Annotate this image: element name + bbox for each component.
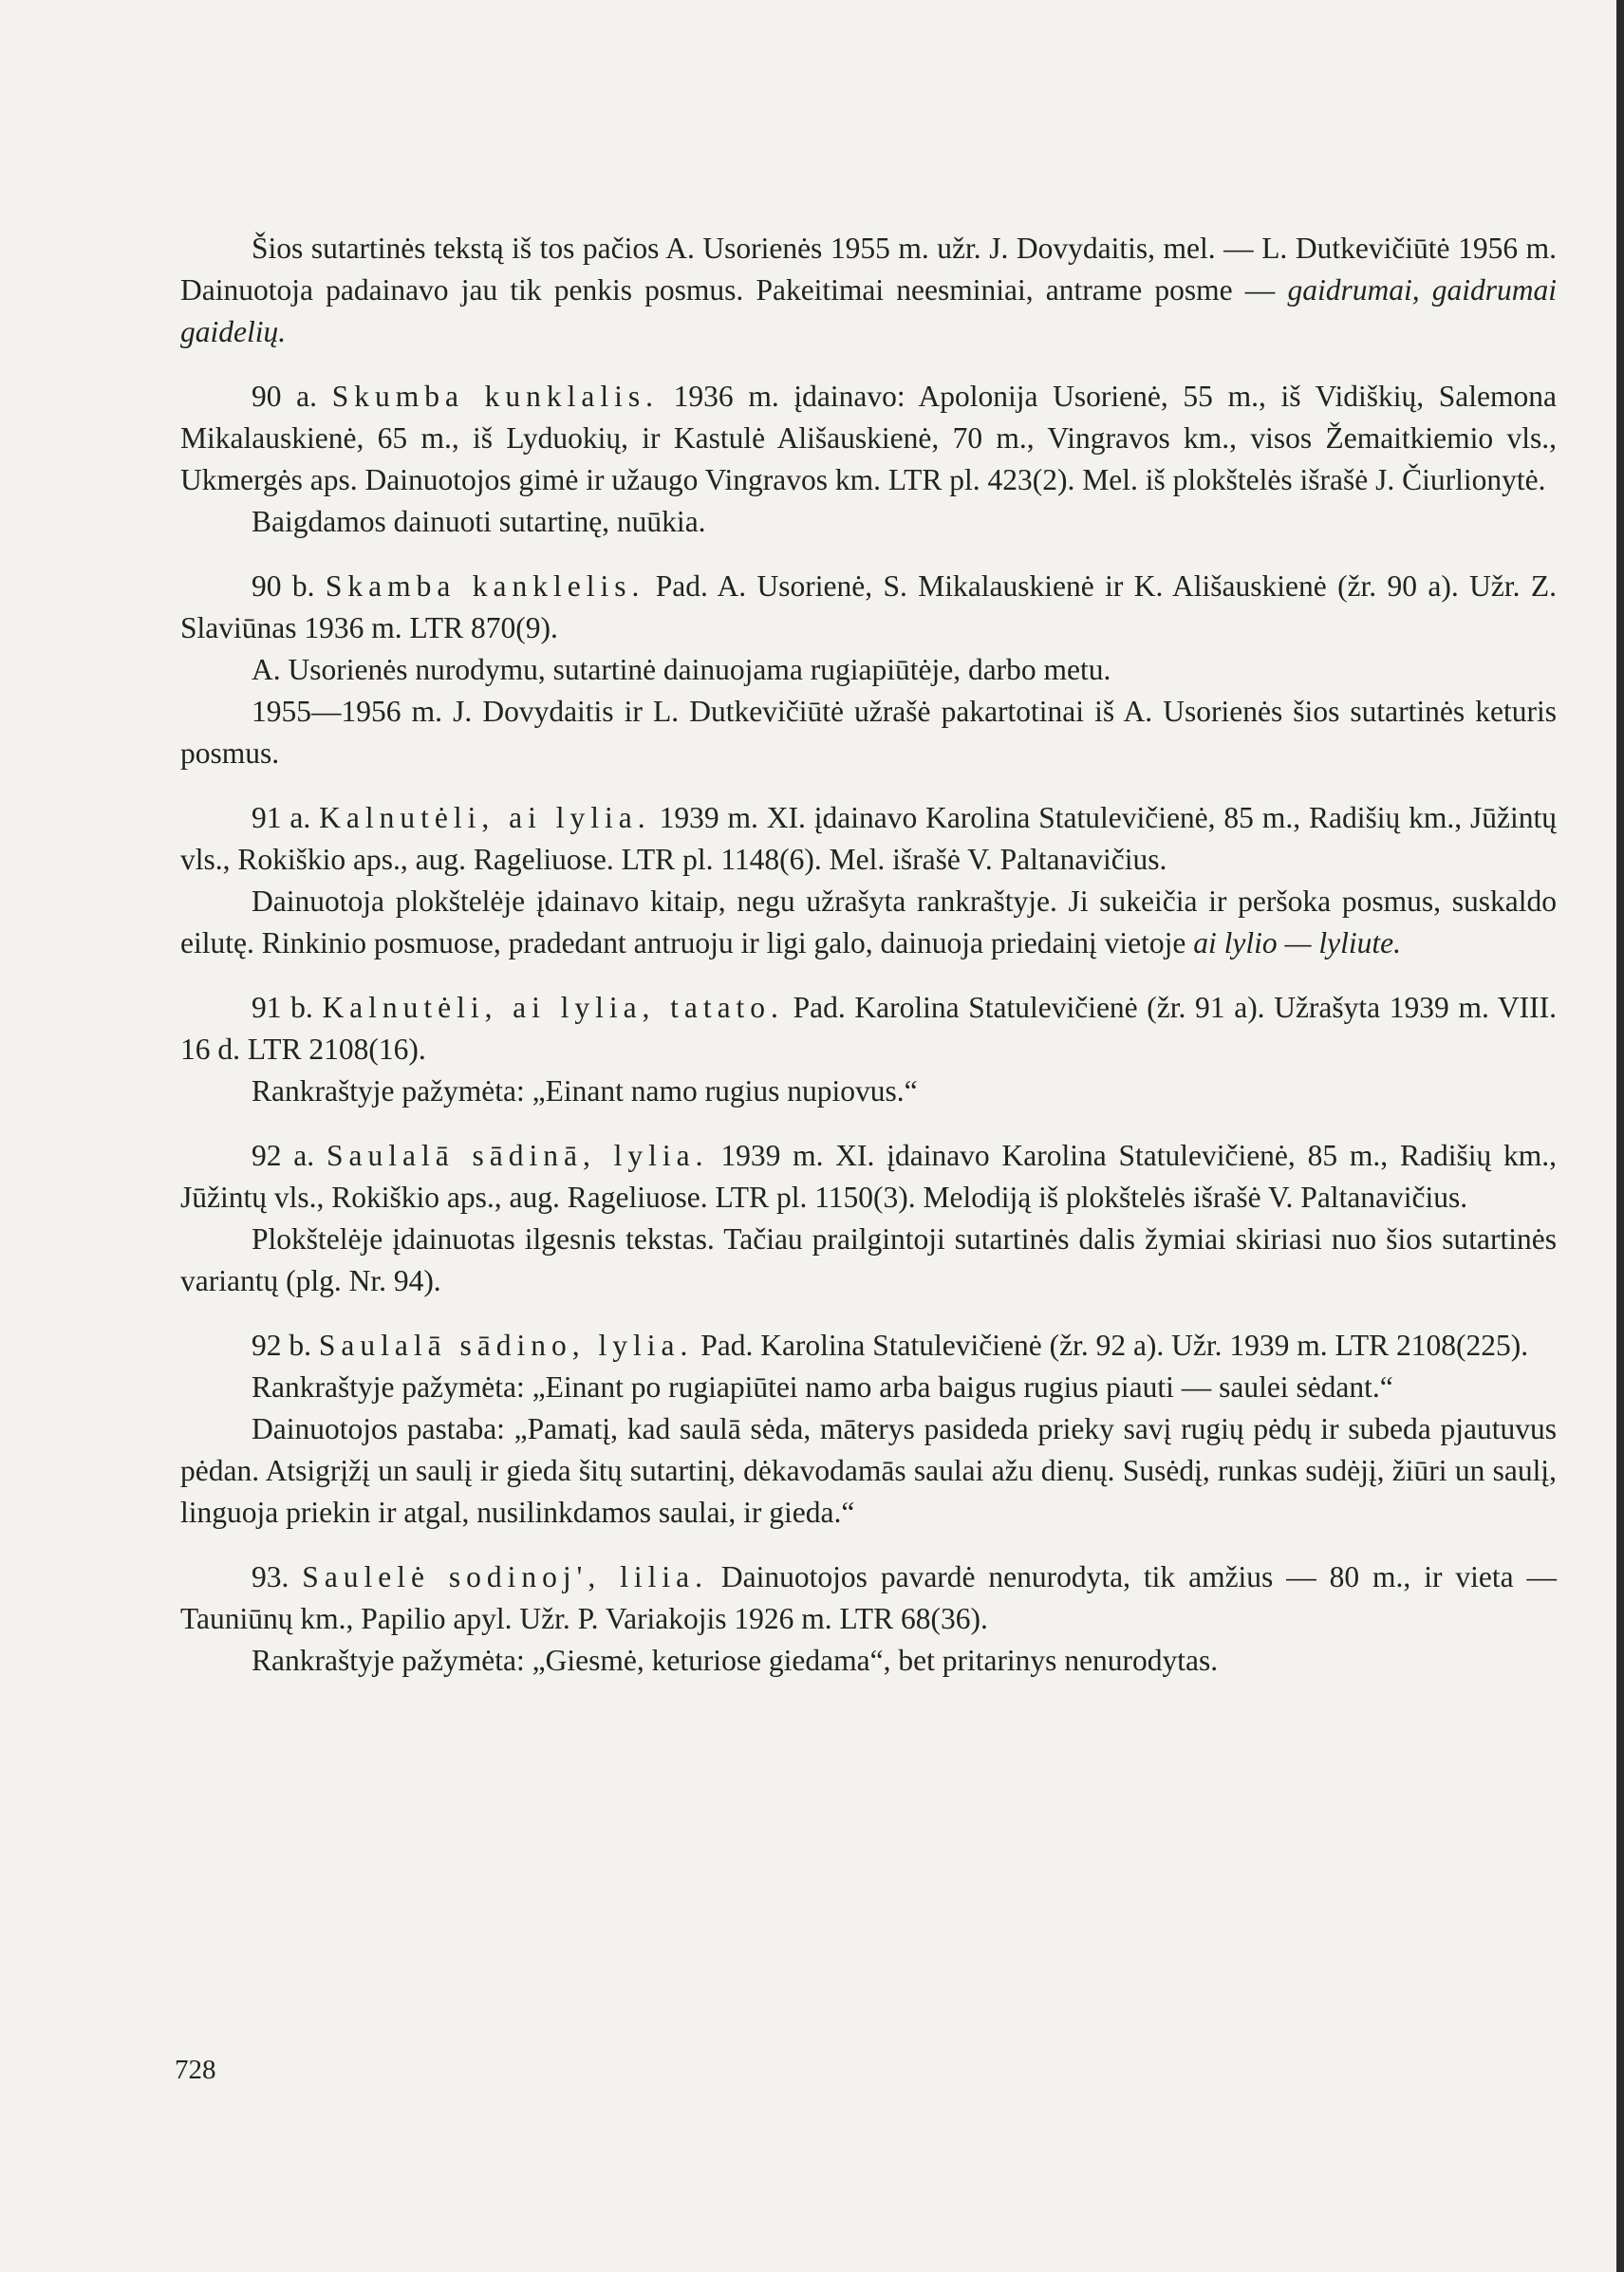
entry-92b [180,1325,1557,1534]
document-page [180,228,1557,1704]
entry-91b [180,987,1557,1112]
paragraph: Rankraštyje pažymėta: „Einant namo rugius nupiovus.“ [252,1074,918,1108]
entry-label: 92 b. [252,1329,311,1362]
entry-paragraph: 92 a. Saulalā sādinā, lylia. 1939 m. XI. įdainavo Karolina Statulevičienė, 85 m., Radišių km., Jūžintų vls., Rokiškio aps., aug. Rageliuose. LTR pl. 1150(3). Melodiją iš plokštelės išrašė V. Paltanavičius. [180,1139,1558,1214]
entry-label: 90 b. [252,569,315,603]
entry-paragraph: 93. Saulelė sodinoj', lilia. Dainuotojos pavardė nenurodyta, tik amžius — 80 m., ir vieta — Tauniūnų km., Papilio apyl. Užr. P. Variakojis 1926 m. LTR 68(36). [180,1560,1557,1635]
paragraph: A. Usorienės nurodymu, sutartinė dainuojama rugiapiūtėje, darbo metu. [252,653,1111,686]
intro-note [180,228,1557,353]
page-edge [1616,0,1624,2272]
entry-title: Skumba kunklalis. [331,380,659,413]
entry-90a [180,376,1557,543]
paragraph: Rankraštyje pažymėta: „Giesmė, keturiose giedama“, bet pritarinys nenurodytas. [252,1644,1219,1677]
entry-title: Skamba kanklelis. [325,569,645,603]
entry-title: Saulelė sodinoj', lilia. [302,1560,709,1593]
paragraph: Dainuotojos pastaba: „Pamatį, kad saulā sėda, māterys pasideda prieky savį rugių pėdų ir subeda pjautuvus pėdan. Atsigrįžį un saulį ir gieda šitų sutartinį, dėkavodamās saulai ažu dienų. Susėdį, runkas sudėjį, žiūri un saulį, linguoja priekin ir atgal, nusilinkdamos saulai, ir gieda.“ [180,1412,1557,1529]
entry-label: 91 a. [252,801,311,834]
page-number: 728 [175,2055,216,2085]
entry-label: 92 a. [252,1139,315,1172]
entry-label: 90 a. [252,380,318,413]
entry-92a [180,1135,1557,1302]
entry-paragraph: 90 a. Skumba kunklalis. 1936 m. įdainavo: Apolonija Usorienė, 55 m., iš Vidiškių, Salemona Mikalauskienė, 65 m., iš Lyduokių, ir Kastulė Ališauskienė, 70 m., Vingravos km., visos Žemaitkiemio vls., Ukmergės aps. Dainuotojos gimė ir užaugo Vingravos km. LTR pl. 423(2). Mel. iš plokštelės išrašė J. Čiurlionytė. [180,380,1558,496]
entry-paragraph: 91 b. Kalnutėli, ai lylia, tatato. Pad. Karolina Statulevičienė (žr. 91 a). Užrašyta 1939 m. VIII. 16 d. LTR 2108(16). [180,991,1558,1066]
paragraph: Dainuotoja plokštelėje įdainavo kitaip, negu užrašyta rankraštyje. Ji sukeičia ir peršoka posmus, suskaldo eilutę. Rinkinio posmuose, pradedant antruoju ir ligi galo, dainuoja priedainį vietoje ai lylio — lyliute. [180,885,1557,959]
paragraph: Rankraštyje pažymėta: „Einant po rugiapiūtei namo arba baigus rugius piauti — saulei sėdant.“ [252,1370,1393,1404]
entry-label: 93. [252,1560,289,1593]
entry-paragraph: 92 b. Saulalā sādino, lylia. Pad. Karolina Statulevičienė (žr. 92 a). Užr. 1939 m. LTR 2108(225). [252,1329,1529,1362]
entry-91a [180,797,1557,964]
entry-title: Kalnutėli, ai lylia, tatato. [322,991,784,1024]
entry-90b [180,566,1557,774]
entry-paragraph: 91 a. Kalnutėli, ai lylia. 1939 m. XI. įdainavo Karolina Statulevičienė, 85 m., Radišių km., Jūžintų vls., Rokiškio aps., aug. Rageliuose. LTR pl. 1148(6). Mel. išrašė V. Paltanavičius. [180,801,1558,876]
paragraph: Šios sutartinės tekstą iš tos pačios A. Usorienės 1955 m. užr. J. Dovydaitis, mel. — L. Dutkevičiūtė 1956 m. Dainuotoja padainavo jau tik penkis posmus. Pakeitimai neesminiai, antrame posme — gaidrumai, gaidrumai gaidelių. [180,232,1557,348]
entry-label: 91 b. [252,991,313,1024]
entry-title: Kalnutėli, ai lylia. [319,801,651,834]
entry-title: Saulalā sādinā, lylia. [326,1139,709,1172]
entry-title: Saulalā sādino, lylia. [318,1329,694,1362]
entry-paragraph: 90 b. Skamba kanklelis. Pad. A. Usorienė, S. Mikalauskienė ir K. Ališauskienė (žr. 90 a). Užr. Z. Slaviūnas 1936 m. LTR 870(9). [180,569,1558,644]
paragraph: 1955—1956 m. J. Dovydaitis ir L. Dutkevičiūtė užrašė pakartotinai iš A. Usorienės šios sutartinės keturis posmus. [180,695,1557,770]
paragraph: Plokštelėje įdainuotas ilgesnis tekstas. Tačiau prailgintoji sutartinės dalis žymiai skiriasi nuo šios sutartinės variantų (plg. Nr. 94). [180,1222,1557,1297]
entry-93 [180,1556,1557,1682]
paragraph: Baigdamos dainuoti sutartinę, nuūkia. [252,505,706,538]
